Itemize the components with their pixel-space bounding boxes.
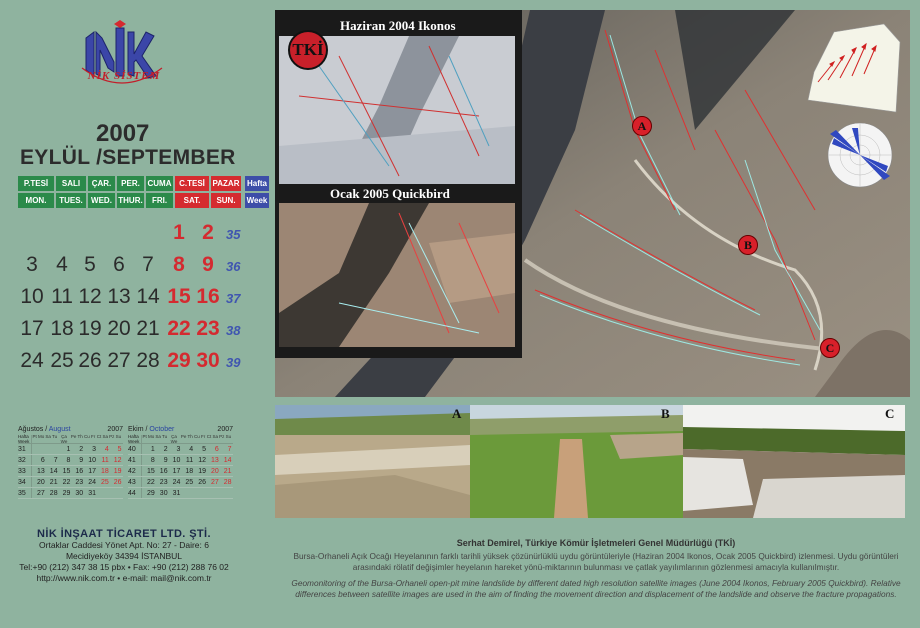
mini-date-cell: 19 <box>198 467 206 475</box>
photo-label-c: C <box>885 406 895 421</box>
mini-date-cell: 12 <box>113 456 122 464</box>
rose-diagram <box>822 120 898 190</box>
date-row <box>18 349 248 379</box>
date-cell[interactable]: 4 <box>56 253 68 276</box>
mini-date-cell: 26 <box>198 478 206 486</box>
mini-calendar-title <box>128 426 233 433</box>
mini-week-number: 43 <box>128 477 142 487</box>
week-header-cell: Hafta <box>245 176 269 191</box>
date-cell[interactable]: 28 <box>136 349 160 372</box>
mini-date-cell: 29 <box>62 489 71 497</box>
mini-month-tr: Ağustos / <box>18 426 48 433</box>
field-photo-a <box>275 405 470 518</box>
date-cell[interactable]: 22 <box>167 317 191 340</box>
day-header-cell: FRI. <box>146 193 173 208</box>
date-cell[interactable]: 27 <box>107 349 131 372</box>
photo-label-a: A <box>452 406 462 421</box>
mini-header-cell: Pt Mo <box>32 434 45 439</box>
mini-calendar-row <box>18 477 123 488</box>
mini-week-number: 32 <box>18 455 32 465</box>
mini-date-cell: 3 <box>176 445 181 453</box>
mini-calendar-row <box>128 477 233 488</box>
mini-date-cell: 22 <box>147 478 155 486</box>
date-cell[interactable]: 30 <box>196 349 220 372</box>
mini-header-cell: Sa Tu <box>155 434 168 439</box>
mini-date-cell: 13 <box>210 456 219 464</box>
caption-english: Geomonitoring of the Bursa-Orhaneli open-pit mine landslide by different dated high resolution satellite images (June 2004 Ikonos, February 2005 Quickbird). Relative differences between satellite images are used in the aim of finding the movement direction and displacement of the landslide and observe the fracture propagations. <box>291 578 901 599</box>
mini-date-cell: 9 <box>79 456 84 464</box>
mini-header-cell: Pe Th <box>180 434 193 439</box>
mini-date-cell: 16 <box>75 467 84 475</box>
mini-date-cell: 7 <box>53 456 58 464</box>
day-header-cell: CUMA <box>146 176 173 191</box>
date-cell[interactable]: 9 <box>202 253 214 276</box>
date-cell[interactable]: 25 <box>50 349 74 372</box>
displacement-arrow-map <box>804 22 904 114</box>
mini-header-cell: Hafta Week <box>128 435 142 443</box>
mini-header-cell: Ct Sa <box>206 434 219 439</box>
date-row <box>18 221 248 251</box>
mini-calendar-header <box>128 435 233 444</box>
mini-date-cell: 22 <box>62 478 71 486</box>
mini-date-cell: 11 <box>185 456 194 464</box>
mini-date-cell: 23 <box>159 478 168 486</box>
mini-calendar-row <box>128 455 233 466</box>
mini-date-cell: 15 <box>62 467 71 475</box>
day-header-cell: PAZAR <box>211 176 241 191</box>
date-cell[interactable]: 17 <box>20 317 44 340</box>
mini-week-number: 33 <box>18 466 32 476</box>
week-number: 38 <box>226 323 241 338</box>
mini-date-cell: 30 <box>159 489 168 497</box>
date-cell[interactable]: 5 <box>84 253 96 276</box>
mini-week-number: 31 <box>18 444 32 454</box>
mini-calendar-row <box>18 455 123 466</box>
week-number: 37 <box>226 291 241 306</box>
mini-month-tr: Ekim / <box>128 426 148 433</box>
mini-calendar-title <box>18 426 123 433</box>
mini-date-cell: 18 <box>100 467 109 475</box>
mini-date-cell: 27 <box>210 478 219 486</box>
day-header-cell: MON. <box>18 193 54 208</box>
mini-date-cell: 10 <box>172 456 181 464</box>
mini-calendar-row <box>128 466 233 477</box>
date-cell[interactable]: 15 <box>167 285 191 308</box>
mini-month-en: October <box>149 426 175 433</box>
mini-date-cell: 4 <box>189 445 194 453</box>
day-header-cell: PER. <box>117 176 144 191</box>
mini-date-cell: 6 <box>40 456 45 464</box>
date-cell[interactable]: 18 <box>50 317 74 340</box>
day-header-cell: C.TESİ <box>175 176 209 191</box>
mini-date-cell: 21 <box>49 478 58 486</box>
mini-date-cell: 10 <box>88 456 96 464</box>
mini-date-cell: 9 <box>163 456 168 464</box>
day-header-cell: SALI <box>56 176 86 191</box>
mini-date-cell: 1 <box>66 445 71 453</box>
mini-date-cell: 3 <box>92 445 96 453</box>
mini-calendar-august <box>18 426 123 499</box>
mini-calendar-row <box>128 488 233 499</box>
date-cell[interactable]: 7 <box>142 253 154 276</box>
mini-week-number: 35 <box>18 488 32 498</box>
mini-date-cell: 24 <box>172 478 181 486</box>
nik-sistem-logo <box>72 18 172 104</box>
day-header-turkish <box>18 176 269 191</box>
field-photo-b <box>470 405 683 518</box>
mini-date-cell: 14 <box>49 467 58 475</box>
caption-author: Serhat Demirel, Türkiye Kömür İşletmeleri Genel Müdürlüğü (TKİ) <box>456 538 736 548</box>
week-header-cell: Week <box>245 193 269 208</box>
mini-year: 2007 <box>107 426 123 433</box>
logo-text: NİK SİSTEM <box>87 70 161 82</box>
day-header-cell: TUES. <box>56 193 86 208</box>
mini-date-cell: 13 <box>37 467 45 475</box>
mini-date-cell: 29 <box>147 489 155 497</box>
day-header-cell: THUR. <box>117 193 144 208</box>
mini-date-cell: 21 <box>223 467 232 475</box>
date-cell[interactable]: 3 <box>26 253 38 276</box>
mini-header-cell: Cu Fr <box>83 434 96 439</box>
company-city: Mecidiyeköy 34394 İSTANBUL <box>65 551 183 561</box>
day-header-cell: SAT. <box>175 193 209 208</box>
day-header-cell: SUN. <box>211 193 241 208</box>
day-header-english <box>18 193 269 208</box>
mini-date-cell: 31 <box>172 489 181 497</box>
day-header-cell: ÇAR. <box>88 176 115 191</box>
mini-date-cell: 31 <box>88 489 96 497</box>
tki-logo: TKİ <box>288 30 328 70</box>
mini-date-cell: 19 <box>113 467 122 475</box>
mini-date-cell: 2 <box>79 445 84 453</box>
mini-header-cell: Pe Th <box>70 434 83 439</box>
mini-date-cell: 18 <box>185 467 194 475</box>
mini-date-cell: 26 <box>113 478 122 486</box>
calendar-month: EYLÜL /SEPTEMBER <box>20 146 236 169</box>
mini-date-cell: 8 <box>66 456 71 464</box>
mini-year: 2007 <box>217 426 233 433</box>
company-info <box>14 528 234 584</box>
mini-date-cell: 1 <box>150 445 155 453</box>
mini-header-cell: Pz Su <box>109 434 122 439</box>
mini-header-cell: Ça We <box>60 434 68 444</box>
mini-date-cell: 27 <box>37 489 45 497</box>
mini-header-cell: Hafta Week <box>18 435 32 443</box>
mini-week-number: 34 <box>18 477 32 487</box>
caption-turkish: Bursa-Orhaneli Açık Ocağı Heyelanının farklı tarihli yüksek çözünürlüklü uydu görüntüleriyle (Haziran 2004 Ikonos, Ocak 2005 Quickbird) izlenmesi. Uydu görüntüleri arasındaki rölatif değişimler heyelanın hareket yönü-miktarının bulunması ve çatlak yayılımlarının gözlenmesi amacıyla kullanılmıştır. <box>293 551 899 572</box>
company-name: NİK İNŞAAT TİCARET LTD. ŞTİ. <box>37 528 211 540</box>
date-row <box>18 253 248 283</box>
mini-date-cell: 17 <box>88 467 96 475</box>
date-cell[interactable]: 6 <box>113 253 125 276</box>
mini-date-cell: 20 <box>210 467 219 475</box>
mini-header-cell: Ça We <box>170 434 178 444</box>
mini-date-cell: 24 <box>88 478 96 486</box>
mini-header-cell: Ct Sa <box>96 434 109 439</box>
company-web: http://www.nik.com.tr • e-mail: mail@nik.com.tr <box>36 573 212 583</box>
mini-date-cell: 20 <box>37 478 45 486</box>
mini-date-cell: 12 <box>198 456 206 464</box>
date-cell[interactable]: 29 <box>167 349 191 372</box>
mini-header-cell: Pt Mo <box>142 434 155 439</box>
mini-date-cell: 4 <box>104 445 109 453</box>
mini-week-number: 44 <box>128 488 142 498</box>
date-cell[interactable]: 26 <box>78 349 102 372</box>
calendar-year: 2007 <box>96 120 150 147</box>
date-row <box>18 317 248 347</box>
mini-header-cell: Pz Su <box>219 434 232 439</box>
mini-date-cell: 30 <box>75 489 84 497</box>
mini-date-cell: 11 <box>101 456 109 464</box>
mini-week-number: 42 <box>128 466 142 476</box>
date-cell[interactable]: 2 <box>202 221 214 244</box>
photo-label-b: B <box>661 406 670 421</box>
mini-header-cell: Cu Fr <box>193 434 206 439</box>
mini-date-cell: 17 <box>172 467 181 475</box>
date-cell[interactable]: 20 <box>107 317 131 340</box>
date-cell[interactable]: 24 <box>20 349 44 372</box>
mini-date-cell: 14 <box>223 456 232 464</box>
mini-month-en: August <box>48 426 71 433</box>
mini-calendar-row <box>128 444 233 455</box>
mini-calendar-header <box>18 435 123 444</box>
mini-week-number: 40 <box>128 444 142 454</box>
mini-week-number: 41 <box>128 455 142 465</box>
satellite-inset-2005 <box>279 203 515 347</box>
date-cell[interactable]: 21 <box>136 317 160 340</box>
mini-calendar-row <box>18 488 123 499</box>
mini-date-cell: 28 <box>223 478 232 486</box>
mini-date-cell: 5 <box>117 445 122 453</box>
mini-date-cell: 7 <box>227 445 232 453</box>
day-header-cell: WED. <box>88 193 115 208</box>
date-cell[interactable]: 8 <box>173 253 185 276</box>
mini-date-cell: 5 <box>202 445 206 453</box>
inset-title-2005: Ocak 2005 Quickbird <box>330 186 450 201</box>
week-number: 36 <box>226 259 241 274</box>
date-cell[interactable]: 10 <box>20 285 44 308</box>
date-cell[interactable]: 11 <box>51 285 73 308</box>
marker-a: A <box>632 116 652 136</box>
date-cell[interactable]: 16 <box>196 285 220 308</box>
date-cell[interactable]: 1 <box>173 221 185 244</box>
day-header-cell: P.TESİ <box>18 176 54 191</box>
mini-date-cell: 8 <box>150 456 155 464</box>
mini-date-cell: 25 <box>185 478 194 486</box>
marker-b: B <box>738 235 758 255</box>
date-cell[interactable]: 14 <box>136 285 160 308</box>
mini-date-cell: 15 <box>147 467 155 475</box>
company-phone: Tel:+90 (212) 347 38 15 pbx • Fax: +90 (212) 288 76 02 <box>19 562 229 572</box>
marker-c: C <box>820 338 840 358</box>
company-address: Ortaklar Caddesi Yönet Apt. No: 27 - Daire: 6 <box>39 540 209 550</box>
mini-date-cell: 16 <box>159 467 168 475</box>
field-photo-c <box>683 405 905 518</box>
date-cell[interactable]: 12 <box>78 285 102 308</box>
mini-date-cell: 6 <box>214 445 219 453</box>
mini-date-cell: 23 <box>75 478 84 486</box>
mini-date-cell: 2 <box>163 445 168 453</box>
date-cell[interactable]: 13 <box>107 285 131 308</box>
mini-date-cell: 28 <box>49 489 58 497</box>
inset-title-2004: Haziran 2004 Ikonos <box>340 18 456 33</box>
week-number: 35 <box>226 227 241 242</box>
week-number: 39 <box>226 355 241 370</box>
date-cell[interactable]: 23 <box>196 317 220 340</box>
mini-date-cell: 25 <box>100 478 109 486</box>
mini-calendar-row <box>18 444 123 455</box>
mini-calendar-october <box>128 426 233 499</box>
mini-header-cell: Sa Tu <box>45 434 58 439</box>
mini-calendar-row <box>18 466 123 477</box>
date-row <box>18 285 248 315</box>
date-cell[interactable]: 19 <box>78 317 102 340</box>
